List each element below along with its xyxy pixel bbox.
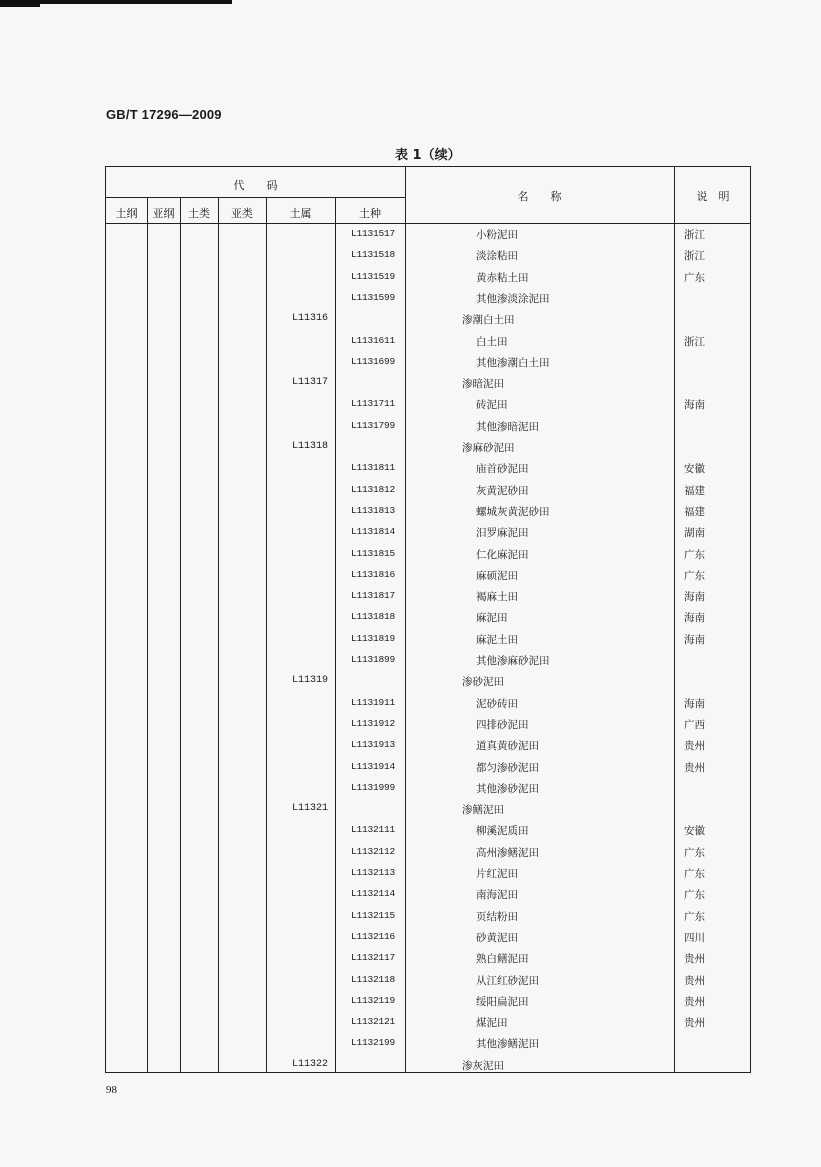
soil-name: 渗鳝泥田 (462, 804, 504, 817)
table-row (106, 970, 750, 991)
species-code: L1131819 (350, 632, 395, 644)
table-row (106, 245, 750, 266)
species-code: L1131813 (350, 504, 395, 516)
region-note: 广东 (684, 889, 705, 902)
soil-name: 褐麻土田 (476, 591, 518, 604)
species-code: L1131517 (350, 228, 395, 239)
region-note: 海南 (684, 697, 705, 710)
table-row (106, 1033, 750, 1054)
region-note: 广东 (684, 846, 705, 859)
table-row (106, 863, 750, 884)
species-code: L1132112 (350, 845, 395, 857)
soil-name: 从江红砂泥田 (476, 974, 539, 987)
species-code: L1132116 (350, 930, 395, 942)
soil-name: 白土田 (476, 335, 508, 348)
region-note: 贵州 (684, 974, 705, 987)
soil-name: 其他渗麻砂泥田 (476, 655, 550, 667)
standard-code: GB/T 17296—2009 (106, 107, 222, 122)
table-row (106, 884, 750, 905)
soil-name: 其他渗砂泥田 (476, 782, 539, 795)
species-code: L1131519 (350, 270, 395, 282)
table-row (106, 607, 750, 628)
region-note: 福建 (684, 484, 705, 497)
region-note: 海南 (684, 399, 705, 412)
species-code: L1131518 (350, 249, 395, 261)
col-header-group: 土类 (188, 207, 210, 220)
soil-name: 都匀渗砂泥田 (476, 761, 539, 774)
table-row (106, 906, 750, 927)
region-note: 贵州 (684, 953, 705, 966)
soil-name: 其他渗淡涂泥田 (476, 292, 550, 305)
region-note: 福建 (684, 505, 705, 518)
species-code: L1131912 (350, 717, 395, 729)
soil-name: 页结粉田 (476, 910, 518, 923)
species-code: L1132115 (350, 909, 395, 921)
table-row (106, 629, 750, 650)
species-code: L1131816 (350, 568, 395, 580)
species-code: L1131611 (350, 334, 395, 346)
col-header-subgroup: 亚类 (231, 207, 253, 220)
table-row (106, 501, 750, 522)
soil-name: 灰黄泥砂田 (476, 484, 529, 497)
table-row (106, 757, 750, 778)
region-note: 安徽 (684, 825, 705, 838)
table-row (106, 586, 750, 607)
species-code: L1131911 (350, 696, 395, 708)
table-row (106, 1012, 750, 1033)
region-note: 广东 (684, 868, 705, 880)
table-row (106, 480, 750, 501)
species-code: L1131814 (350, 526, 395, 538)
col-header-suborder: 亚纲 (152, 207, 175, 220)
species-code: L1132199 (350, 1037, 395, 1049)
table-row (106, 799, 750, 820)
soil-name: 砖泥田 (476, 399, 508, 412)
soil-name: 泥砂砖田 (476, 697, 518, 710)
header-divider (106, 197, 405, 198)
region-note: 广西 (684, 718, 705, 731)
soil-name: 渗暗泥田 (462, 378, 504, 391)
region-note: 浙江 (684, 250, 705, 263)
soil-name: 砂黄泥田 (476, 931, 518, 944)
soil-name: 黄赤粘土田 (476, 271, 529, 284)
table-row (106, 778, 750, 799)
page-number: 98 (106, 1084, 117, 1096)
scan-edge-mark-2 (0, 4, 40, 7)
species-code: L1131999 (350, 781, 395, 793)
soil-name: 汨罗麻泥田 (476, 527, 529, 540)
table-row (106, 1055, 750, 1076)
species-code: L1131599 (350, 291, 395, 303)
table-row (106, 693, 750, 714)
soil-name: 熟白鳝泥田 (476, 953, 529, 966)
soil-name: 片红泥田 (476, 868, 518, 880)
table-row (106, 565, 750, 586)
genus-code: L11319 (291, 675, 328, 687)
species-code: L1131914 (350, 760, 395, 772)
soil-name: 麻硕泥田 (476, 569, 518, 582)
species-code: L1132113 (350, 867, 395, 878)
region-note: 广东 (684, 548, 705, 561)
soil-name: 其他渗潮白土田 (476, 356, 550, 369)
soil-name: 仁化麻泥田 (476, 548, 529, 561)
soil-name: 渗潮白土田 (462, 314, 515, 327)
species-code: L1131913 (350, 739, 395, 751)
col-header-genus: 土属 (289, 207, 312, 220)
table-row (106, 735, 750, 756)
species-code: L1132119 (350, 994, 395, 1006)
region-note: 贵州 (684, 740, 705, 753)
region-note: 海南 (684, 633, 705, 646)
table-row (106, 927, 750, 948)
region-note: 贵州 (684, 1017, 705, 1030)
code-group-header: 代 码 (233, 179, 278, 192)
table-row (106, 991, 750, 1012)
species-code: L1131815 (350, 547, 395, 559)
name-header: 名 称 (517, 190, 562, 203)
region-note: 广东 (684, 271, 705, 284)
table-row (106, 948, 750, 969)
species-code: L1131699 (350, 355, 395, 367)
table-row (106, 544, 750, 565)
genus-code: L11321 (291, 803, 328, 815)
region-note: 浙江 (684, 335, 705, 348)
soil-name: 南海泥田 (476, 889, 518, 902)
note-header: 说 明 (696, 190, 730, 203)
soil-name: 螺城灰黄泥砂田 (476, 505, 550, 518)
table-row (106, 352, 750, 373)
region-note: 广东 (684, 569, 705, 582)
species-code: L1131899 (350, 654, 395, 665)
species-code: L1131812 (350, 483, 395, 495)
soil-name: 淡涂粘田 (476, 250, 518, 263)
region-note: 四川 (684, 931, 705, 944)
table-row (106, 842, 750, 863)
soil-name: 小粉泥田 (476, 229, 518, 241)
region-note: 海南 (684, 612, 705, 625)
table-row (106, 714, 750, 735)
soil-name: 渗灰泥田 (462, 1059, 504, 1072)
table-row (106, 224, 750, 245)
region-note: 贵州 (684, 995, 705, 1008)
region-note: 湖南 (684, 527, 705, 540)
soil-name: 绥阳扁泥田 (476, 995, 529, 1008)
soil-name: 柳溪泥质田 (476, 825, 529, 838)
species-code: L1132118 (350, 973, 395, 985)
species-code: L1131799 (350, 419, 395, 431)
col-header-species: 土种 (359, 207, 381, 220)
soil-name: 其他渗暗泥田 (476, 420, 539, 433)
table-title: 表 1（续） (395, 148, 461, 163)
region-note: 贵州 (684, 761, 705, 774)
species-code: L1131818 (350, 611, 395, 623)
region-note: 安徽 (684, 463, 705, 476)
soil-name: 高州渗鳝泥田 (476, 846, 539, 859)
species-code: L1132114 (350, 888, 395, 900)
species-code: L1132111 (350, 824, 395, 836)
col-header-order: 土纲 (115, 207, 138, 220)
genus-code: L11316 (291, 313, 328, 325)
table-row (106, 416, 750, 437)
region-note: 海南 (684, 591, 705, 604)
soil-name: 其他渗鳝泥田 (476, 1038, 539, 1051)
species-code: L1131817 (350, 590, 395, 602)
table-row (106, 458, 750, 479)
soil-name: 道真黄砂泥田 (476, 740, 539, 753)
region-note: 广东 (684, 910, 705, 923)
table-row (106, 820, 750, 841)
table-row (106, 650, 750, 671)
region-note: 浙江 (684, 229, 705, 241)
species-code: L1131711 (350, 398, 395, 410)
genus-code: L11322 (291, 1058, 328, 1070)
table-row (106, 394, 750, 415)
table-row (106, 288, 750, 309)
table-row (106, 437, 750, 458)
table-row (106, 671, 750, 692)
species-code: L1132121 (350, 1016, 395, 1028)
genus-code: L11318 (291, 441, 328, 452)
soil-name: 麻泥土田 (476, 633, 518, 646)
species-code: L1132117 (350, 952, 395, 964)
soil-name: 渗砂泥田 (462, 676, 504, 689)
soil-name: 渗麻砂泥田 (462, 442, 515, 454)
genus-code: L11317 (291, 377, 328, 389)
table-row (106, 522, 750, 543)
soil-classification-table (105, 166, 751, 1073)
species-code: L1131811 (350, 462, 395, 474)
soil-name: 煤泥田 (476, 1017, 508, 1030)
table-row (106, 267, 750, 288)
table-row (106, 331, 750, 352)
soil-name: 庙首砂泥田 (476, 463, 529, 476)
soil-name: 四排砂泥田 (476, 718, 529, 731)
table-row (106, 373, 750, 394)
soil-name: 麻泥田 (476, 612, 508, 625)
table-row (106, 309, 750, 330)
